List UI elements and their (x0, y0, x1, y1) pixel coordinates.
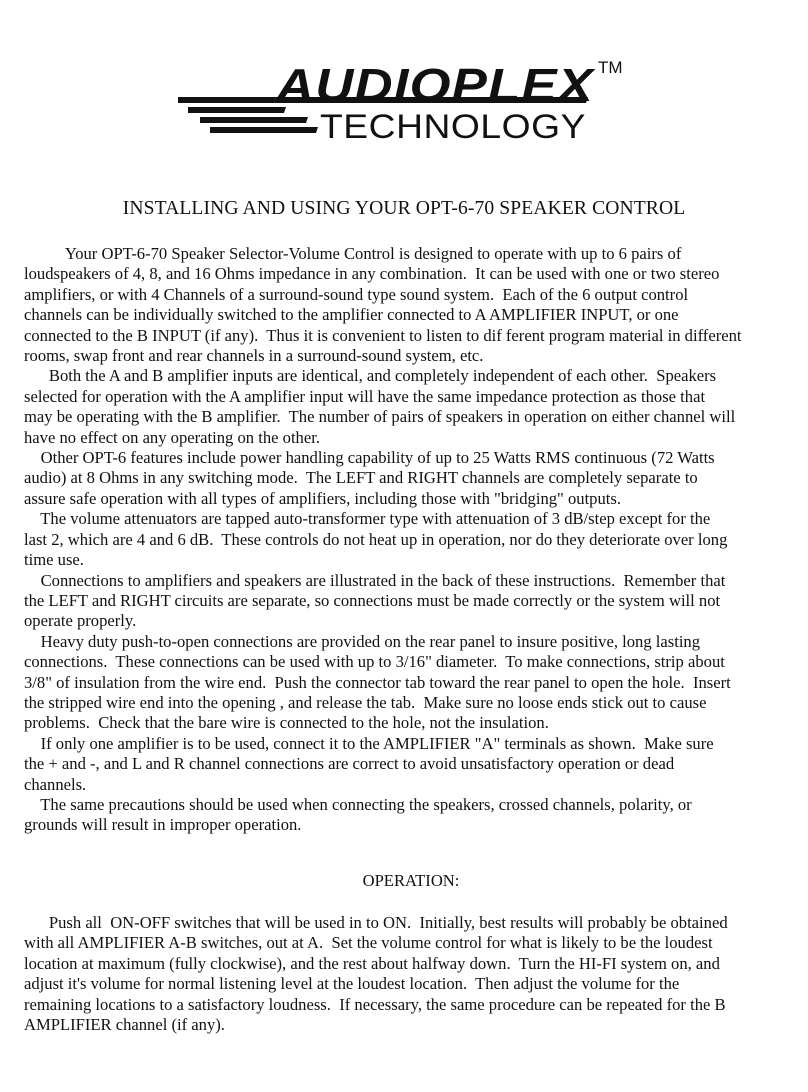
text-line: grounds will result in improper operation. (24, 815, 302, 835)
logo-word-top: AUDIOPLEX (274, 59, 596, 111)
logo-word-bottom: TECHNOLOGY (320, 108, 586, 146)
text-line: The same precautions should be used when connecting the speakers, crossed channels, polarity, or (24, 794, 692, 814)
text-line: location at maximum (fully clockwise), and the rest about halfway down. Turn the HI-FI system on, and (24, 953, 720, 973)
text-line: Both the A and B amplifier inputs are identical, and completely independent of each other. Speakers (24, 366, 717, 386)
text-line: may be operating with the B amplifier. The number of pairs of speakers in operation on either channel will (24, 407, 736, 427)
intro-body (24, 244, 790, 836)
text-line: have no effect on any operating on the other. (24, 427, 320, 447)
text-line: time use. (24, 550, 84, 570)
text-line: connections. These connections can be used with up to 3/16" diameter. To make connections, strip about (24, 652, 725, 672)
text-line: channels. (24, 774, 87, 794)
text-line: selected for operation with the A amplifier input will have the same impedance protection as those that (24, 386, 706, 406)
text-line: audio) at 8 Ohms in any switching mode. The LEFT and RIGHT channels are completely separate to (24, 468, 698, 488)
text-line: operate properly. (24, 611, 137, 631)
logo-graphic (178, 50, 638, 150)
text-line: loudspeakers of 4, 8, and 16 Ohms impedance in any combination. It can be used with one or two stereo (24, 264, 720, 284)
text-line: The volume attenuators are tapped auto-transformer type with attenuation of 3 dB/step except for the (24, 509, 711, 529)
text-line: connected to the B INPUT (if any). Thus it is convenient to listen to dif ferent program material in different (24, 325, 742, 345)
text-line: Your OPT-6-70 Speaker Selector-Volume Control is designed to operate with up to 6 pairs of (24, 244, 682, 263)
text-line: the stripped wire end into the opening , and release the tab. Make sure no loose ends stick out to cause (24, 692, 707, 712)
audioplex-logo (178, 50, 638, 150)
text-line: AMPLIFIER channel (if any). (24, 1015, 225, 1035)
text-line: the + and -, and L and R channel connections are correct to avoid unsatisfactory operation or dead (24, 754, 675, 774)
trademark-mark: TM (598, 58, 623, 77)
text-line: amplifiers, or with 4 Channels of a surround-sound type sound system. Each of the 6 output control (24, 284, 689, 304)
text-line: assure safe operation with all types of amplifiers, including those with "bridging" outputs. (24, 488, 621, 508)
text-line: Heavy duty push-to-open connections are provided on the rear panel to insure positive, long lasting (24, 631, 701, 651)
text-line: 3/8" of insulation from the wire end. Push the connector tab toward the rear panel to open the hole. Insert (24, 672, 731, 692)
operation-heading: OPERATION: (362, 871, 460, 890)
text-line: remaining locations to a satisfactory loudness. If necessary, the same procedure can be repeated for the B (24, 994, 726, 1014)
text-line: channels can be individually switched to the amplifier connected to A AMPLIFIER INPUT, or one (24, 305, 679, 325)
text-line: rooms, swap front and rear channels in a surround-sound system, etc. (24, 346, 484, 366)
text-line: Connections to amplifiers and speakers are illustrated in the back of these instructions. Remember that (24, 570, 726, 590)
text-line: the LEFT and RIGHT circuits are separate, so connections must be made correctly or the system will not (24, 590, 721, 610)
page-title: INSTALLING AND USING YOUR OPT-6-70 SPEAKER CONTROL (122, 198, 686, 219)
text-line: Other OPT-6 features include power handling capability of up to 25 Watts RMS continuous (72 Watts (24, 448, 715, 468)
operation-body (24, 913, 790, 1035)
text-line: with all AMPLIFIER A-B switches, out at A. Set the volume control for what is likely to be the loudest (24, 933, 713, 953)
text-line: adjust it's volume for normal listening level at the loudest location. Then adjust the volume for the (24, 974, 680, 994)
text-line: If only one amplifier is to be used, connect it to the AMPLIFIER "A" terminals as shown. Make sure (24, 733, 714, 753)
text-line: problems. Check that the bare wire is connected to the hole, not the insulation. (24, 713, 549, 733)
text-line: Push all ON-OFF switches that will be used in to ON. Initially, best results will probably be obtained (24, 913, 728, 932)
text-line: last 2, which are 4 and 6 dB. These controls do not heat up in operation, nor do they deteriorate over long (24, 529, 728, 549)
